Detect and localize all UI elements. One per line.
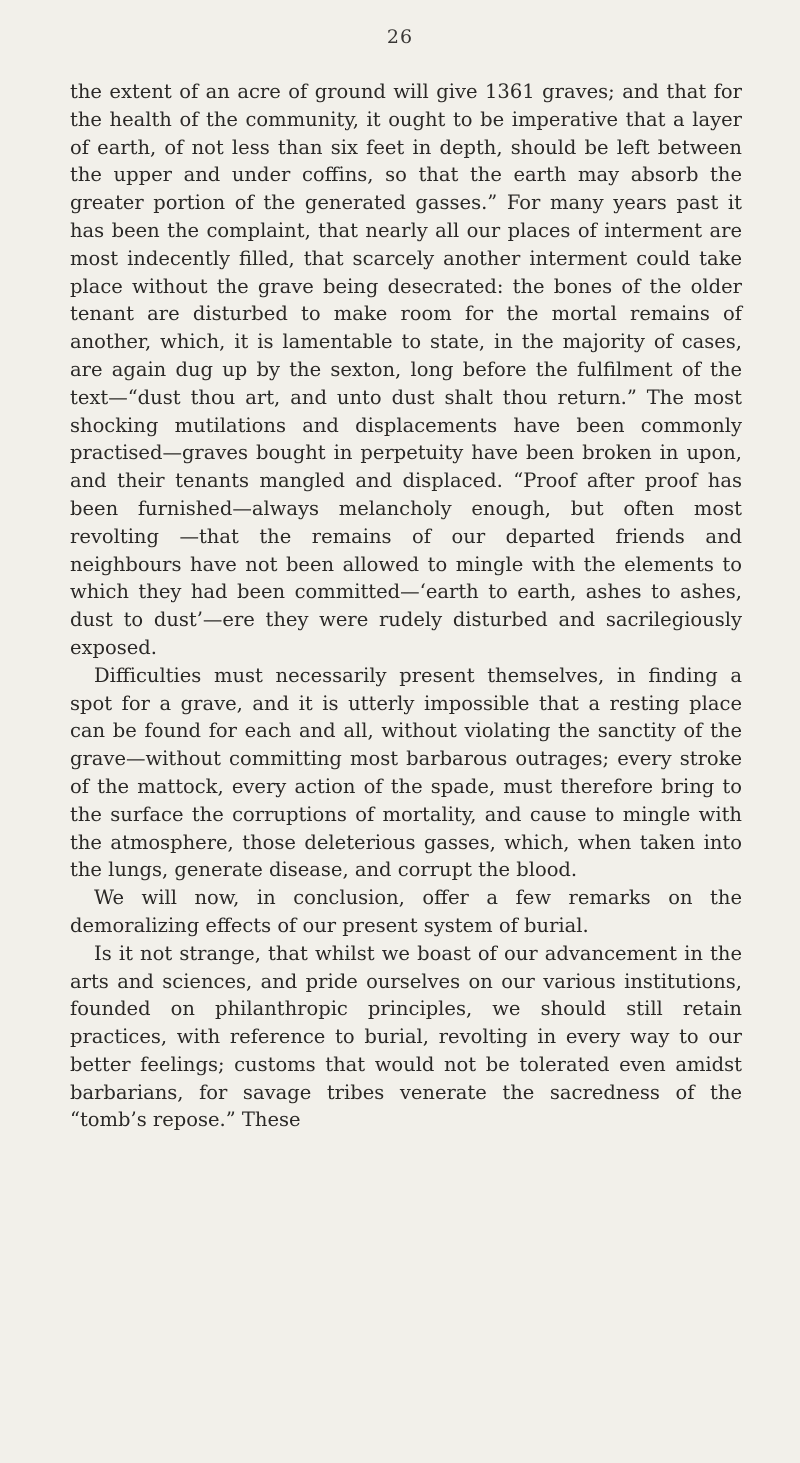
page-number: 26	[386, 26, 414, 48]
paragraph-strange-practices: Is it not strange, that whilst we boast of our advancement in the arts and sciences, and pride ourselves on our various institutions, founded on philanthropic principles, we should still retain practices, with reference to burial, revolting in every way to our better feelings; customs that would not be tolerated even amidst barbarians, for savage tribes venerate the sacredness of the “tomb’s repose.” These	[70, 941, 742, 1132]
paragraph-difficulties: Difficulties must necessarily present themselves, in finding a spot for a grave, and it is utterly impossible that a resting place can be found for each and all, without violating the sanctity of the grave—without committing most barbarous outrages; every stroke of the mattock, every action of the spade, must therefore bring to the surface the corruptions of mortality, and cause to mingle with the atmosphere, those deleterious gasses, which, when taken into the lungs, generate disease, and corrupt the blood.	[70, 663, 742, 882]
paragraph-conclusion-intro: We will now, in conclusion, offer a few remarks on the demoralizing effects of our present system of burial.	[70, 886, 742, 937]
paragraph-graves-continuation: the extent of an acre of ground will give 1361 graves; and that for the health of the community, it ought to be imperative that a layer of earth, of not less than six feet in depth, should be left between the upper and under coffins, so that the earth may absorb the greater portion of the generated gasses.” For many years past it has been the complaint, that nearly all our places of interment are most indecently filled, that scarcely another interment could take place without the grave being desecrated: the bones of the older tenant are disturbed to make room for the mortal remains of another, which, it is lamentable to state, in the majority of cases, are again dug up by the sexton, long before the fulfilment of the text—“dust thou art, and unto dust shalt thou return.” The most shocking mutilations and displacements have been commonly practised—graves bought in perpetuity have been broken in upon, and their tenants mangled and displaced. “Proof after proof has been furnished—always melancholy enough, but often most revolting —that the remains of our departed friends and neighbours have not been allowed to mingle with the elements to which they had been committed—‘earth to earth, ashes to ashes, dust to dust’—ere they were rudely disturbed and sacrilegiously exposed.	[70, 80, 742, 659]
body-text	[70, 78, 742, 1134]
